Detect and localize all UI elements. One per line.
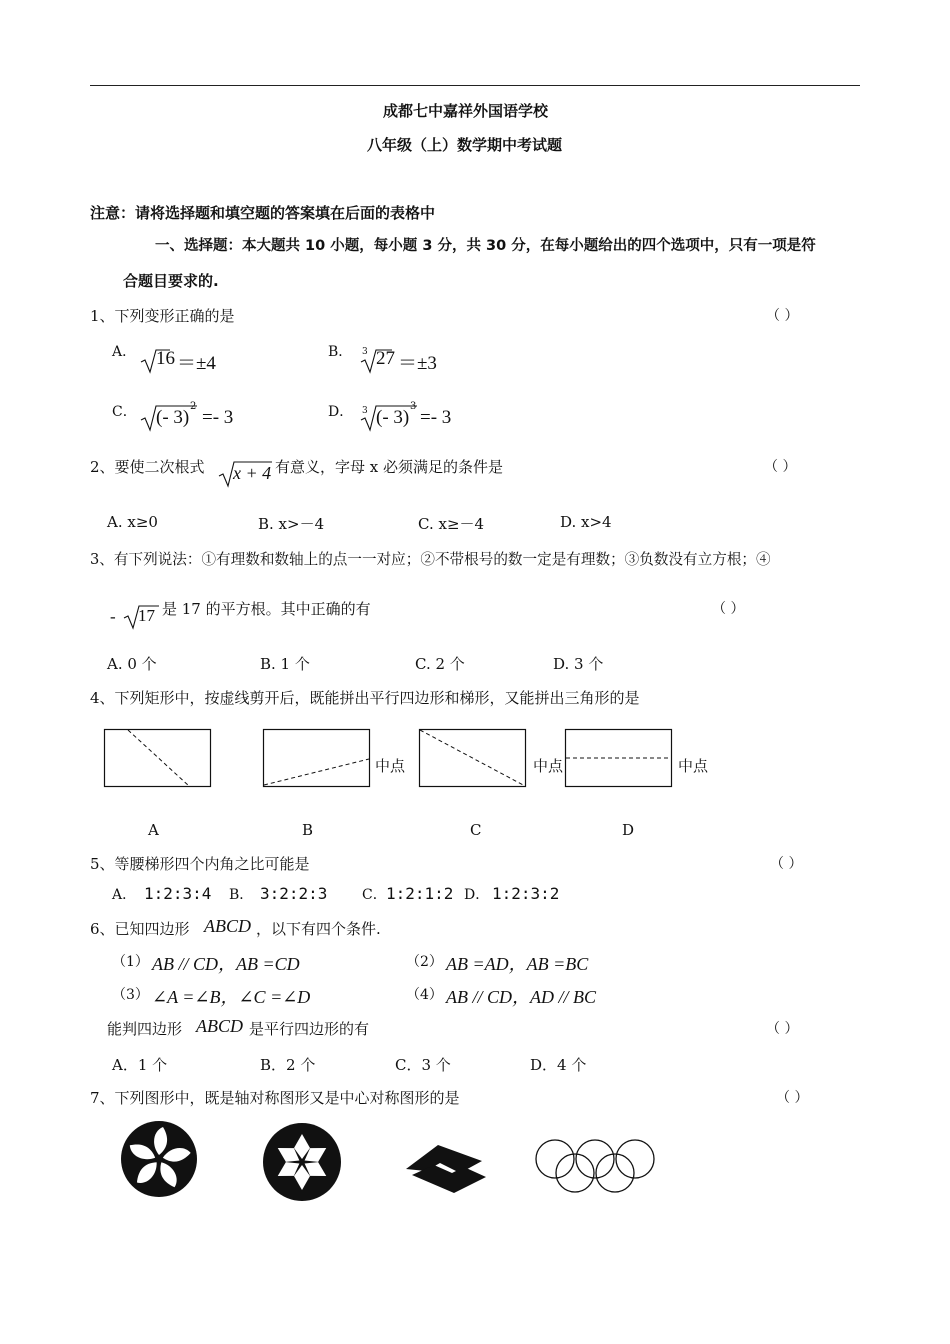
q6-cond-label-1: （1） xyxy=(112,954,149,970)
q2-option-c: C. x≥－4 xyxy=(418,515,485,533)
q1-b-rhs: ＝±3 xyxy=(398,353,437,374)
q1-label-c: C． xyxy=(112,404,137,420)
q5-answer-paren: （ ） xyxy=(770,856,803,872)
q4-midpoint-c: 中点 xyxy=(533,757,564,775)
q6-stem-post: ，以下有四个条件. xyxy=(256,920,381,938)
q1-d-exponent: 3 xyxy=(410,401,417,412)
q6-cond-label-2: （2） xyxy=(406,954,443,970)
q7-figure-b-rhombus-star xyxy=(262,1122,342,1202)
q6-option-b: B．2 个 xyxy=(260,1056,316,1074)
q1-a-radicand: 16 xyxy=(156,348,175,369)
q3-option-d: D. 3 个 xyxy=(553,655,604,673)
q1-c-exponent: 2 xyxy=(190,401,197,412)
q1-d-radicand: (- 3) xyxy=(376,407,410,428)
q3-stem-post: 是 17 的平方根。其中正确的有 xyxy=(162,600,371,618)
notice: 注意：请将选择题和填空题的答案填在后面的表格中 xyxy=(90,204,436,222)
q6-option-c: C．3 个 xyxy=(395,1056,451,1074)
q1-b-index: 3 xyxy=(362,347,368,357)
q7-figure-c-s-logo xyxy=(404,1143,488,1195)
q5-stem: 5、等腰梯形四个内角之比可能是 xyxy=(90,855,310,873)
q3-option-c: C. 2 个 xyxy=(415,655,465,673)
q4-label-c: C xyxy=(470,821,482,839)
q4-rect-a xyxy=(104,729,212,789)
q2-radicand: x + 4 xyxy=(233,463,272,483)
header-rule xyxy=(90,85,860,86)
q1-label-a: A． xyxy=(112,344,137,360)
q6-cond-label-4: （4） xyxy=(406,987,443,1003)
q5-value-b: 3:2:2:3 xyxy=(260,884,328,903)
q5-label-b: B． xyxy=(229,887,254,903)
section1-line1: 一、选择题：本大题共 10 小题，每小题 3 分，共 30 分，在每小题给出的四个选项中，只有一项是符 xyxy=(155,238,816,254)
q7-figure-d-five-rings xyxy=(533,1137,665,1195)
q6-answer-paren: （ ） xyxy=(766,1021,799,1037)
q6-cond-4: AB // CD，AD // BC xyxy=(446,987,596,1007)
q4-rect-d xyxy=(565,729,673,789)
q6-cond-2: AB =AD，AB =BC xyxy=(446,954,589,974)
q6-option-d: D．4 个 xyxy=(530,1056,587,1074)
q6-option-a: A．1 个 xyxy=(112,1056,168,1074)
q5-label-a: A． xyxy=(112,887,137,903)
q1-d-rhs: =- 3 xyxy=(420,407,452,428)
q2-stem-post: 有意义，字母 x 必须满足的条件是 xyxy=(275,458,503,476)
q1-b-radicand: 27 xyxy=(376,348,395,369)
q3-option-b: B. 1 个 xyxy=(260,655,310,673)
q1-answer-paren: （ ） xyxy=(766,308,799,324)
q5-label-c: C． xyxy=(362,887,387,903)
q6-cond-1: AB // CD，AB =CD xyxy=(152,954,300,974)
q5-value-a: 1:2:3:4 xyxy=(144,884,212,903)
q5-value-c: 1:2:1:2 xyxy=(386,884,454,903)
q5-label-d: D． xyxy=(464,887,490,903)
q5-value-d: 1:2:3:2 xyxy=(492,884,560,903)
q2-option-a: A. x≥0 xyxy=(107,513,158,531)
q3-stem: 3、有下列说法：①有理数和数轴上的点一一对应；②不带根号的数一定是有理数；③负数没有立方根；④ xyxy=(90,551,771,568)
q7-figure-a-flower xyxy=(120,1120,198,1198)
q4-stem: 4、下列矩形中，按虚线剪开后，既能拼出平行四边形和梯形，又能拼出三角形的是 xyxy=(90,689,640,707)
q4-label-b: B xyxy=(302,821,314,839)
q4-label-a: A xyxy=(148,821,159,839)
section1-line2: 合题目要求的. xyxy=(123,272,219,290)
q1-d-index: 3 xyxy=(362,406,368,416)
exam-title: 八年级（上）数学期中考试题 xyxy=(367,136,563,154)
q6-judge-post: 是平行四边形的有 xyxy=(249,1020,370,1038)
q1-c-radicand: (- 3) xyxy=(156,407,190,428)
q2-option-b: B. x>－4 xyxy=(258,515,325,533)
q3-answer-paren: （ ） xyxy=(712,601,745,617)
q1-stem: 1、下列变形正确的是 xyxy=(90,307,235,325)
q4-label-d: D xyxy=(622,821,635,839)
q3-neg-sign: - xyxy=(110,607,116,626)
q6-judge-pre: 能判四边形 xyxy=(107,1020,183,1038)
q2-stem-pre: 2、要使二次根式 xyxy=(90,458,205,476)
q4-rect-b xyxy=(263,729,371,789)
q6-cond-label-3: （3） xyxy=(112,987,149,1003)
q7-stem: 7、下列图形中，既是轴对称图形又是中心对称图形的是 xyxy=(90,1089,460,1107)
q7-answer-paren: （ ） xyxy=(776,1090,809,1106)
q6-stem-pre: 6、已知四边形 xyxy=(90,920,190,938)
q4-midpoint-d: 中点 xyxy=(678,757,709,775)
q2-answer-paren: （ ） xyxy=(764,459,797,475)
q3-radicand: 17 xyxy=(138,606,155,625)
q1-a-rhs: ＝±4 xyxy=(177,353,216,374)
q4-midpoint-b: 中点 xyxy=(375,757,406,775)
q1-label-b: B． xyxy=(328,344,353,360)
q6-judge-var: ABCD xyxy=(196,1016,243,1036)
q6-stem-var: ABCD xyxy=(204,916,251,936)
school-name: 成都七中嘉祥外国语学校 xyxy=(383,102,549,120)
q1-c-rhs: =- 3 xyxy=(202,407,234,428)
q2-option-d: D. x>4 xyxy=(560,513,612,531)
q3-option-a: A. 0 个 xyxy=(107,655,157,673)
q1-label-d: D． xyxy=(328,404,354,420)
q4-rect-c xyxy=(419,729,527,789)
q6-cond-3: ∠A =∠B，∠C =∠D xyxy=(152,987,311,1007)
